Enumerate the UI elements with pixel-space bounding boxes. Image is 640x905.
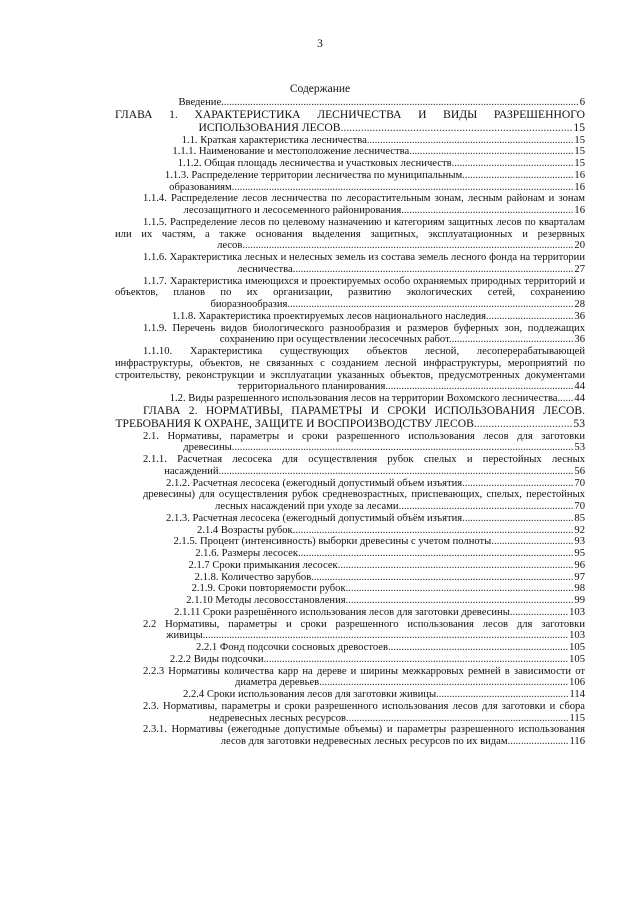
toc-entry-text: 1.1.5. Распределение лесов по целевому назначению и категориям защитных лесов по кварталам или их частям, а также основания выделения защитных, эксплуатационных и резервных лесов — [115, 216, 585, 252]
toc-entry[interactable] — [115, 193, 585, 217]
toc-dot-leader: .......................................................................................................................................... — [202, 630, 569, 642]
toc-entry-page: 44 — [574, 381, 585, 393]
toc-entry[interactable] — [115, 536, 585, 548]
toc-entry-text: 1.1.3. Распределение территории лесничества по муниципальным — [164, 169, 463, 181]
toc-dot-leader: ............................... — [491, 536, 574, 548]
toc-entry-page: 15 — [574, 146, 585, 158]
toc-entry-page: 106 — [569, 677, 585, 689]
toc-entry-page: 93 — [574, 536, 585, 548]
toc-entry-page: 36 — [574, 310, 585, 322]
toc-entry-text: 2.1.5. Процент (интенсивность) выборки древесины с учетом полноты — [173, 536, 492, 548]
toc-entry[interactable] — [115, 701, 585, 725]
toc-entry[interactable] — [115, 170, 585, 182]
toc-entry-text: 2.1.1. Расчетная лесосека для осуществления рубок спелых и перестойных лесных насаждений — [143, 454, 585, 477]
toc-entry-text: 1.2. Виды разрешенного использования лесов на территории Вохомского лесничества — [169, 393, 558, 405]
page-number: 3 — [317, 38, 323, 50]
toc-entry[interactable] — [115, 454, 585, 478]
toc-entry-page: 20 — [574, 240, 585, 252]
toc-dot-leader: ...................................................................................... — [345, 595, 574, 607]
toc-dot-leader: .............................................................. — [409, 146, 574, 158]
toc-entry-page: 98 — [574, 583, 585, 595]
toc-entry[interactable] — [115, 689, 585, 701]
toc-entry[interactable] — [115, 560, 585, 572]
toc-entry-text: 1.1.8. Характеристика проектируемых лесов национального наследия — [172, 310, 486, 322]
toc-entry-page: 16 — [574, 181, 585, 193]
toc-dot-leader: ........................................................................................................ — [297, 548, 574, 560]
toc-entry-page: 28 — [574, 299, 585, 311]
toc-entry-text: 2.2 Нормативы, параметры и сроки разрешенного использования лесов для заготовки живицы — [143, 618, 585, 642]
toc-entry-text: 2.1. Нормативы, параметры и сроки разрешенного использования лесов для заготовки древесины — [143, 430, 585, 454]
toc-entry-text: образованиям — [169, 181, 232, 193]
toc-dot-leader: .......................................... — [462, 477, 574, 489]
toc-dot-leader: .................................................................................... — [346, 712, 569, 724]
toc-entry-page: 96 — [574, 559, 585, 571]
toc-entry[interactable] — [115, 182, 585, 194]
toc-entry-page: 27 — [574, 263, 585, 275]
toc-entry-page: 44 — [574, 393, 585, 405]
toc-dot-leader: .............................................. — [451, 158, 574, 170]
toc-entry[interactable] — [115, 607, 585, 619]
toc-entry-text: 2.3.1. Нормативы (ежегодные допустимые объемы) и параметры разрешенного использования лесов для заготовки недревесных лесных ресурсов по их видам — [143, 724, 585, 748]
toc-entry[interactable] — [115, 323, 585, 347]
toc-entry-text: 2.1.8. Количество зарубов — [194, 571, 312, 583]
toc-entry-text: 2.1.10 Методы лесовосстановления — [186, 595, 346, 607]
toc-dot-leader: ................................. — [486, 310, 574, 322]
toc-dot-leader: .................................................................. — [398, 501, 574, 513]
toc-entry[interactable] — [115, 595, 585, 607]
toc-entry-text: Введение — [178, 97, 222, 108]
toc-dot-leader: ................................................................................................................................. — [231, 181, 574, 193]
toc-entry-page: 6 — [579, 97, 585, 108]
toc-dot-leader: ............................................................................................................................. — [242, 240, 574, 252]
toc-dot-leader: .......................................... — [462, 169, 574, 181]
toc-entry[interactable] — [115, 217, 585, 252]
toc-entry-page: 116 — [569, 736, 585, 748]
toc-dot-leader: ............................................................................................................ — [287, 299, 574, 311]
toc-entry-text: 2.1.4 Возрасты рубок — [197, 524, 293, 536]
toc-entry-text: 1.1.4. Распределение лесов лесничества по лесорастительным зонам, лесным районам и зонам лесозащитного и лесосеменного районирования — [143, 193, 585, 217]
toc-dot-leader: .......................................................................................................... — [292, 524, 574, 536]
toc-entry[interactable] — [115, 724, 585, 748]
toc-entry-text: 2.1.2. Расчетная лесосека (ежегодный допустимый объем изъятия — [166, 477, 463, 489]
toc-entry-page: 92 — [574, 524, 585, 536]
toc-entry-text: ГЛАВА 2. НОРМАТИВЫ, ПАРАМЕТРЫ И СРОКИ ИСПОЛЬЗОВАНИЯ ЛЕСОВ. ТРЕБОВАНИЯ К ОХРАНЕ, ЗАЩИТЕ И ВОСПРОИЗВОДСТВУ ЛЕСОВ — [115, 403, 585, 430]
toc-entry-page: 115 — [569, 712, 585, 724]
toc-entry-page: 105 — [569, 642, 585, 654]
toc-entry[interactable] — [115, 572, 585, 584]
toc-entry-text: древесины) для осуществления рубок средневозрастных, приспевающих, спелых, перестойных лесных насаждений при уходе за лесами — [143, 489, 585, 513]
toc-entry-text: 2.2.3 Нормативы количества карр на дереве и ширины межкарровых ремней в зависимости от диаметра деревьев — [143, 665, 585, 689]
toc-dot-leader: ................................................................................ — [340, 120, 573, 134]
toc-entry-text: 2.1.6. Размеры лесосек — [195, 548, 298, 560]
toc-entry[interactable] — [115, 478, 585, 490]
toc-entry-page: 95 — [574, 548, 585, 560]
toc-entry[interactable] — [115, 346, 585, 393]
toc-dot-leader: ................................................................................................................................. — [231, 442, 574, 454]
toc-entry-text: 2.1.11 Сроки разрешённого использования лесов для заготовки древесины — [174, 606, 510, 618]
toc-entry[interactable] — [115, 276, 585, 311]
toc-dot-leader: .............................................................................. — [366, 134, 574, 146]
toc-entry[interactable] — [115, 548, 585, 560]
toc-dot-leader: .................................. — [473, 416, 573, 430]
toc-entry-text: 2.2.4 Сроки использования лесов для заготовки живицы — [183, 689, 437, 701]
toc-entry-page: 103 — [569, 630, 585, 642]
toc-entry[interactable] — [115, 583, 585, 595]
toc-entry[interactable] — [115, 311, 585, 323]
toc-entry-text: 2.2.2 Виды подсочки — [169, 653, 264, 665]
toc-entry-page: 53 — [573, 416, 585, 430]
toc-entry-page: 15 — [574, 134, 585, 146]
toc-entry[interactable] — [115, 619, 585, 643]
toc-dot-leader: ....................................................................... — [385, 381, 574, 393]
toc-entry-text: 1.1.10. Характеристика существующих объектов лесной, лесоперерабатывающей инфраструктуры, объектов, не связанных с созданием лесной инфраструктуры, мероприятий по строительству, реконструкции и эксплуатации указанных объектов, предусмотренных документами территориального планирования — [115, 346, 585, 393]
toc-entry-page: 53 — [574, 442, 585, 454]
toc-dot-leader: .......................................................................................................... — [292, 263, 574, 275]
toc-dot-leader: .................................................................... — [388, 642, 569, 654]
toc-entry-page: 56 — [574, 465, 585, 477]
toc-dot-leader: ................................................................................................... — [311, 571, 574, 583]
toc-entry-page: 85 — [574, 512, 585, 524]
toc-dot-leader: ...................................................................................... — [345, 583, 574, 595]
toc-entry-page: 70 — [574, 477, 585, 489]
toc-entry-text: 2.3. Нормативы, параметры и сроки разрешенного использования лесов для заготовки и сбора недревесных лесных ресурсов — [143, 700, 585, 724]
toc-entry-text: 2.1.3. Расчетная лесосека (ежегодный допустимый объём изъятия — [166, 512, 463, 524]
toc-entry[interactable] — [115, 431, 585, 455]
toc-dot-leader: .............................................................................................. — [319, 677, 569, 689]
toc-entry-text: 1.1.2. Общая площадь лесничества и участковых лесничеств — [177, 158, 452, 170]
toc-entry[interactable] — [115, 642, 585, 654]
toc-entry-text: 1.1.7. Характеристика имеющихся и проектируемых особо охраняемых природных территорий и объектов, планов по их организации, развитию экологических сетей, сохранению биоразнообразия — [115, 275, 585, 311]
toc-entry-text: 2.1.9. Сроки повторяемости рубок — [191, 583, 346, 595]
toc-dot-leader: ...................................................................................................................................... — [218, 465, 574, 477]
toc-dot-leader: ...... — [557, 393, 574, 405]
toc-entry-page: 70 — [574, 501, 585, 513]
toc-dot-leader: ...................... — [509, 606, 569, 618]
toc-entry-text: 1.1.6. Характеристика лесных и нелесных земель из состава земель лесного фонда на территории лесничества — [143, 252, 585, 275]
toc-dot-leader: ................................................................................................................... — [263, 653, 569, 665]
toc-entry-page: 103 — [569, 606, 585, 618]
toc-entry[interactable] — [115, 135, 585, 147]
toc-entry-text: 2.2.1 Фонд подсочки сосновых древостоев — [196, 642, 389, 654]
toc-entry-chapter[interactable] — [115, 109, 585, 135]
toc-dot-leader: ............................................... — [448, 334, 574, 346]
toc-dot-leader: ................................................................. — [401, 205, 574, 217]
toc-entry-page: 97 — [574, 571, 585, 583]
toc-dot-leader: ....................... — [507, 736, 569, 748]
toc-entry-text: 2.1.7 Сроки примыкания лесосек — [188, 559, 338, 571]
table-of-contents — [115, 97, 585, 748]
toc-entry-page: 105 — [569, 653, 585, 665]
toc-entry-page: 15 — [573, 120, 585, 134]
toc-entry-page: 114 — [569, 689, 585, 701]
toc-dot-leader: .................................................. — [436, 689, 569, 701]
toc-entry[interactable] — [115, 513, 585, 525]
toc-entry[interactable] — [115, 666, 585, 690]
toc-entry-page: 15 — [574, 158, 585, 170]
toc-entry-text: 1.1. Краткая характеристика лесничества — [181, 134, 367, 146]
toc-entry[interactable] — [115, 158, 585, 170]
toc-dot-leader: ......................................................................................... — [337, 559, 574, 571]
toc-entry-chapter[interactable] — [115, 405, 585, 431]
toc-dot-leader: .......................................... — [462, 512, 574, 524]
toc-entry-page: 99 — [574, 595, 585, 607]
toc-entry-text: 1.1.1. Наименование и местоположение лесничества — [172, 146, 410, 158]
toc-entry[interactable] — [115, 252, 585, 276]
toc-entry-page: 36 — [574, 334, 585, 346]
toc-title: Содержание — [289, 83, 351, 95]
toc-entry-page: 16 — [574, 169, 585, 181]
toc-entry[interactable] — [115, 525, 585, 537]
toc-entry[interactable] — [115, 489, 585, 513]
toc-entry[interactable] — [115, 146, 585, 158]
toc-dot-leader: ....................................................................................................................................... — [221, 97, 579, 108]
toc-entry[interactable] — [115, 654, 585, 666]
toc-entry-text: 1.1.9. Перечень видов биологического разнообразия и размеров буферных зон, подлежащих сохранению при осуществлении лесосечных работ — [143, 322, 585, 346]
toc-entry-page: 16 — [574, 205, 585, 217]
toc-entry-text: ГЛАВА 1. ХАРАКТЕРИСТИКА ЛЕСНИЧЕСТВА И ВИДЫ РАЗРЕШЕННОГО ИСПОЛЬЗОВАНИЯ ЛЕСОВ — [115, 107, 585, 134]
